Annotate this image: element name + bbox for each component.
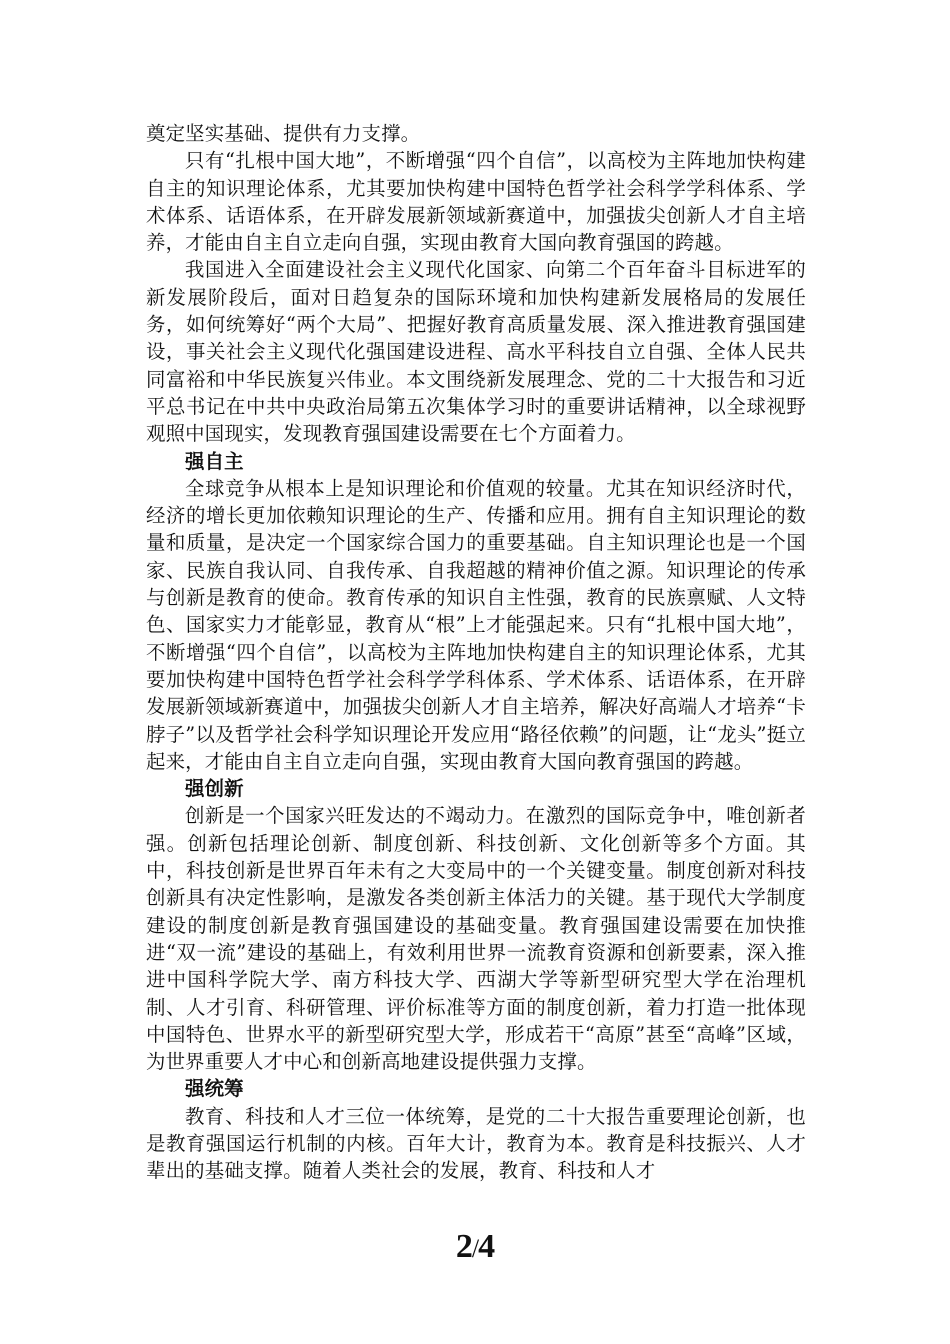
- section-heading: 强自主: [185, 449, 244, 473]
- section-heading: 强统筹: [185, 1077, 244, 1101]
- paragraph: 只有“扎根中国大地”，不断增强“四个自信”，以高校为主阵地加快构建自主的知识理论体系，尤其要加快构建中国特色哲学社会科学学科体系、学术体系、话语体系，在开辟发展新领域新赛道中，加强拔尖创新人才自主培养，才能由自主自立走向自强，实现由教育大国向教育强国的跨越。: [146, 149, 806, 255]
- page-number-separator: /: [471, 1234, 479, 1263]
- paragraph: 奠定坚实基础、提供有力支撑。: [146, 122, 421, 145]
- page-number-current: 2: [455, 1228, 472, 1265]
- page-number: [0, 1228, 950, 1266]
- document-body: [146, 120, 806, 1185]
- paragraph: 全球竞争从根本上是知识理论和价值观的较量。尤其在知识经济时代，经济的增长更加依赖知识理论的生产、传播和应用。拥有自主知识理论的数量和质量，是决定一个国家综合国力的重要基础。自主知识理论也是一个国家、民族自我认同、自我传承、自我超越的精神价值之源。知识理论的传承与创新是教育的使命。教育传承的知识自主性强，教育的民族禀赋、人文特色、国家实力才能彰显，教育从“根”上才能强起来。只有“扎根中国大地”，不断增强“四个自信”，以高校为主阵地加快构建自主的知识理论体系，尤其要加快构建中国特色哲学社会科学学科体系、学术体系、话语体系，在开辟发展新领域新赛道中，加强拔尖创新人才自主培养，解决好高端人才培养“卡脖子”以及哲学社会科学知识理论开发应用“路径依赖”的问题，让“龙头”挺立起来，才能由自主自立走向自强，实现由教育大国向教育强国的跨越。: [146, 476, 806, 773]
- paragraph: 教育、科技和人才三位一体统筹，是党的二十大报告重要理论创新，也是教育强国运行机制的内核。百年大计，教育为本。教育是科技振兴、人才辈出的基础支撑。随着人类社会的发展，教育、科技和人才: [146, 1104, 806, 1183]
- paragraph: 我国进入全面建设社会主义现代化国家、向第二个百年奋斗目标进军的新发展阶段后，面对日趋复杂的国际环境和加快构建新发展格局的发展任务，如何统筹好“两个大局”、把握好教育高质量发展、深入推进教育强国建设，事关社会主义现代化强国建设进程、高水平科技自立自强、全体人民共同富裕和中华民族复兴伟业。本文围绕新发展理念、党的二十大报告和习近平总书记在中共中央政治局第五次集体学习时的重要讲话精神，以全球视野观照中国现实，发现教育强国建设需要在七个方面着力。: [146, 258, 806, 446]
- paragraph: 创新是一个国家兴旺发达的不竭动力。在激烈的国际竞争中，唯创新者强。创新包括理论创新、制度创新、科技创新、文化创新等多个方面。其中，科技创新是世界百年未有之大变局中的一个关键变量。制度创新对科技创新具有决定性影响，是激发各类创新主体活力的关键。基于现代大学制度建设的制度创新是教育强国建设的基础变量。教育强国建设需要在加快推进“双一流”建设的基础上，有效利用世界一流教育资源和创新要素，深入推进中国科学院大学、南方科技大学、西湖大学等新型研究型大学在治理机制、人才引育、科研管理、评价标准等方面的制度创新，着力打造一批体现中国特色、世界水平的新型研究型大学，形成若干“高原”甚至“高峰”区域，为世界重要人才中心和创新高地建设提供强力支撑。: [146, 804, 806, 1074]
- section-heading: 强创新: [185, 777, 244, 801]
- page-number-total: 4: [478, 1228, 495, 1265]
